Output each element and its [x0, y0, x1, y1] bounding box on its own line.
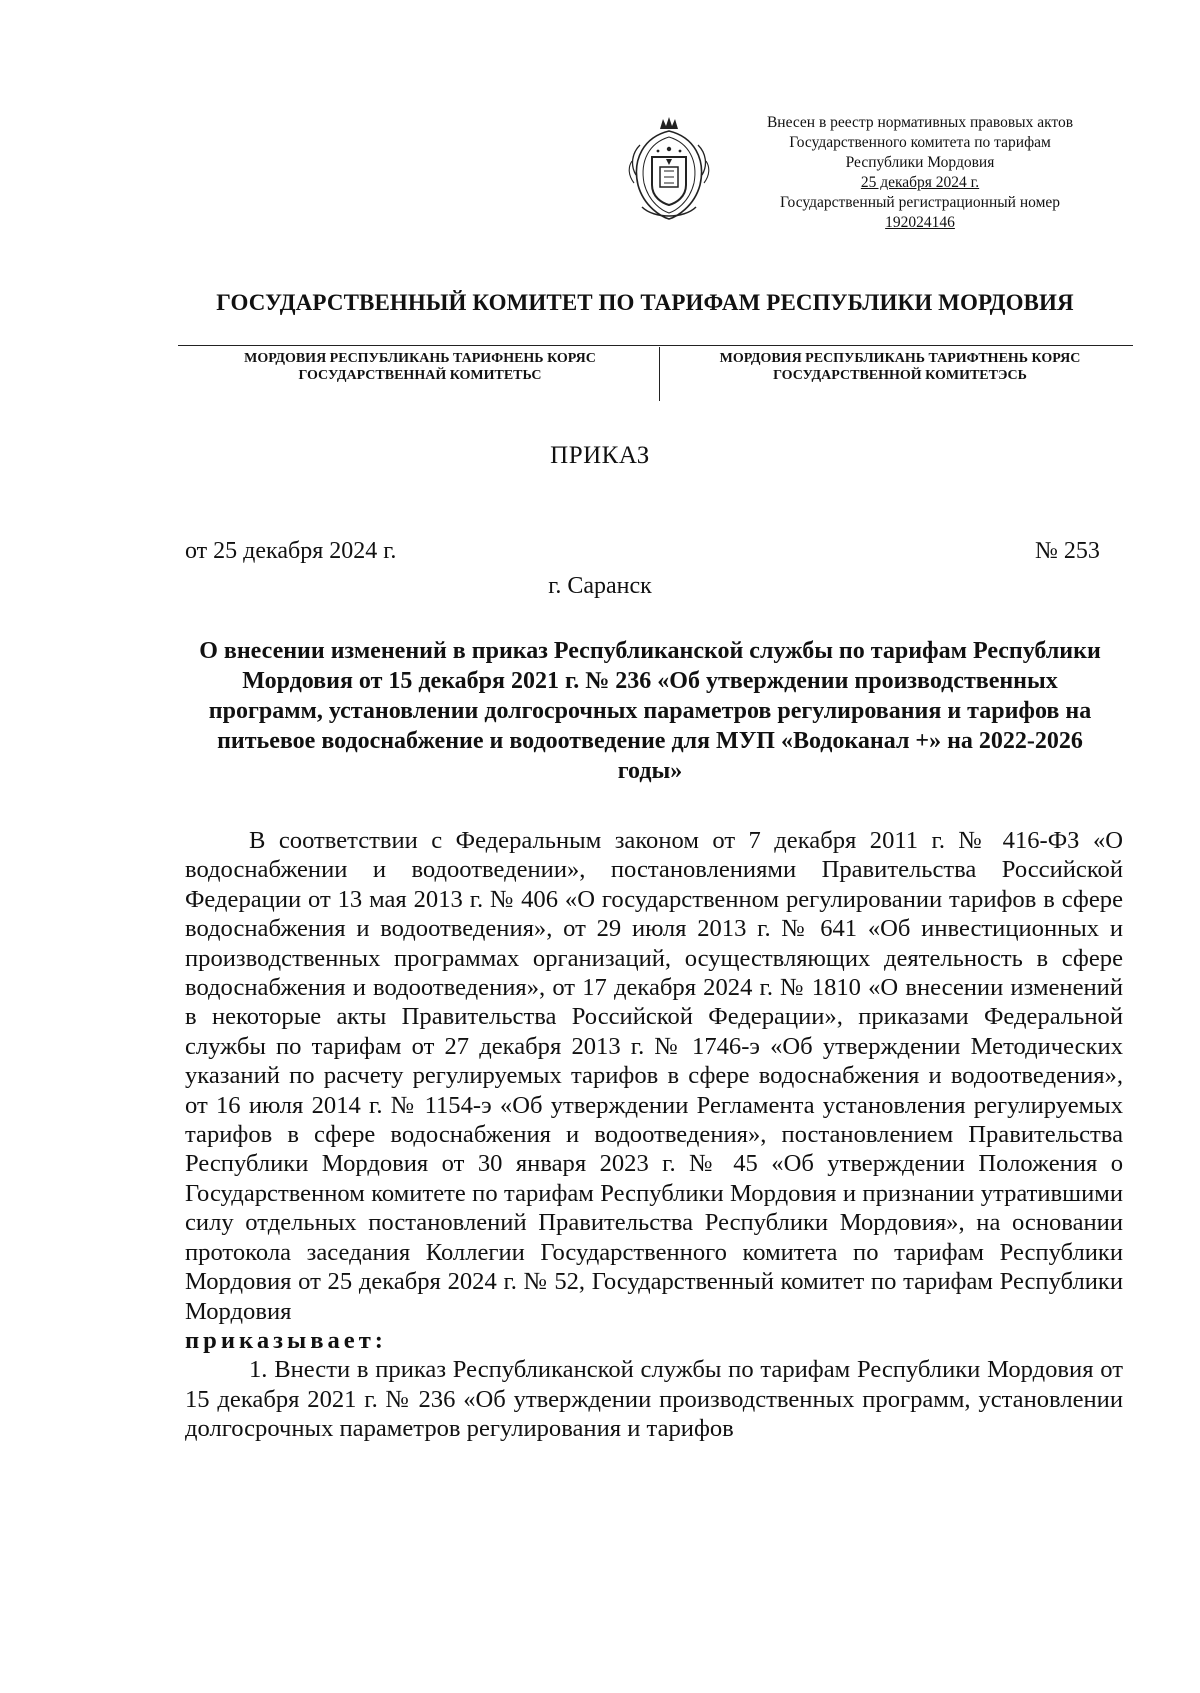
erzya-line-1: МОРДОВИЯ РЕСПУБЛИКАНЬ ТАРИФТНЕНЬ КОРЯС — [719, 351, 1081, 366]
moksha-line-1: МОРДОВИЯ РЕСПУБЛИКАНЬ ТАРИФНЕНЬ КОРЯС — [244, 351, 596, 366]
registry-line-2: Государственного комитета по тарифам — [789, 134, 1051, 151]
coat-of-arms-emblem — [622, 115, 716, 225]
order-city: г. Саранск — [548, 573, 652, 599]
erzya-line-2: ГОСУДАРСТВЕННОЙ КОМИТЕТЭСЬ — [773, 368, 1027, 383]
orders-word: приказывает: — [185, 1326, 387, 1354]
order-number: № 253 — [1035, 538, 1100, 564]
preamble-text: В соответствии с Федеральным законом от 7 декабря 2011 г. № 416-ФЗ «О водоснабжении и водоотведении», постановлениями Правительства Российской Федерации от 13 мая 2013 г. № 406 «О государственном регулировании тарифов в сфере водоснабжения и водоотведения», от 29 июля 2013 г. № 641 «Об инвестиционных и производственных программах организаций, осуществляющих деятельность в сфере водоснабжения и водоотведения», от 17 декабря 2024 г. № 1810 «О внесении изменений в некоторые акты Правительства Российской Федерации», приказами Федеральной службы по тарифам от 27 декабря 2013 г. № 1746-э «Об утверждении Методических указаний по расчету регулируемых тарифов в сфере водоснабжения и водоотведения», от 16 июля 2014 г. № 1154-э «Об утверждении Регламента установления регулируемых тарифов в сфере водоснабжения и водоотведения», постановлением Правительства Республики Мордовия от 30 января 2023 г. № 45 «Об утверждении Положения о Государственном комитете по тарифам Республики Мордовия и признании утратившими силу отдельных постановлений Правительства Республики Мордовия», на основании протокола заседания Коллегии Государственного комитета по тарифам Республики Мордовия от 25 декабря 2024 г. № 52, Государственный комитет по тарифам Республики Мордовия — [185, 827, 1123, 1325]
order-title: О внесении изменений в приказ Республиканской службы по тарифам Республики Мордовия от 15 декабря 2021 г. № 236 «Об утверждении производственных программ, установлении долгосрочных параметров регулирования и тарифов на питьевое водоснабжение и водоотведение для МУП «Водоканал +» на 2022-2026 годы» — [199, 638, 1101, 784]
item-1-paragraph — [185, 1355, 1123, 1443]
item-1-text: 1. Внести в приказ Республиканской службы по тарифам Республики Мордовия от 15 декабря 2021 г. № 236 «Об утверждении производственных программ, установлении долгосрочных параметров регулирования и тарифов — [185, 1356, 1123, 1443]
orders-paragraph — [185, 1326, 1123, 1355]
registry-stamp — [720, 113, 1120, 233]
committee-name-moksha — [195, 350, 645, 384]
header-divider — [178, 345, 1133, 346]
registry-number: 192024146 — [885, 214, 955, 231]
preamble-paragraph — [185, 826, 1123, 1326]
header-vertical-divider — [659, 347, 660, 401]
committee-name-erzya — [670, 350, 1130, 384]
document-type: ПРИКАЗ — [550, 442, 650, 469]
registry-date: 25 декабря 2024 г. — [860, 174, 980, 191]
document-body — [185, 826, 1123, 1444]
committee-name: ГОСУДАРСТВЕННЫЙ КОМИТЕТ ПО ТАРИФАМ РЕСПУБЛИКИ МОРДОВИЯ — [216, 290, 1074, 315]
registry-line-3: Республики Мордовия — [845, 154, 995, 171]
registry-line-5: Государственный регистрационный номер — [779, 194, 1061, 211]
moksha-line-2: ГОСУДАРСТВЕННАЙ КОМИТЕТЬС — [298, 368, 542, 383]
registry-line-1: Внесен в реестр нормативных правовых актов — [766, 114, 1074, 131]
order-date: от 25 декабря 2024 г. — [185, 538, 397, 564]
